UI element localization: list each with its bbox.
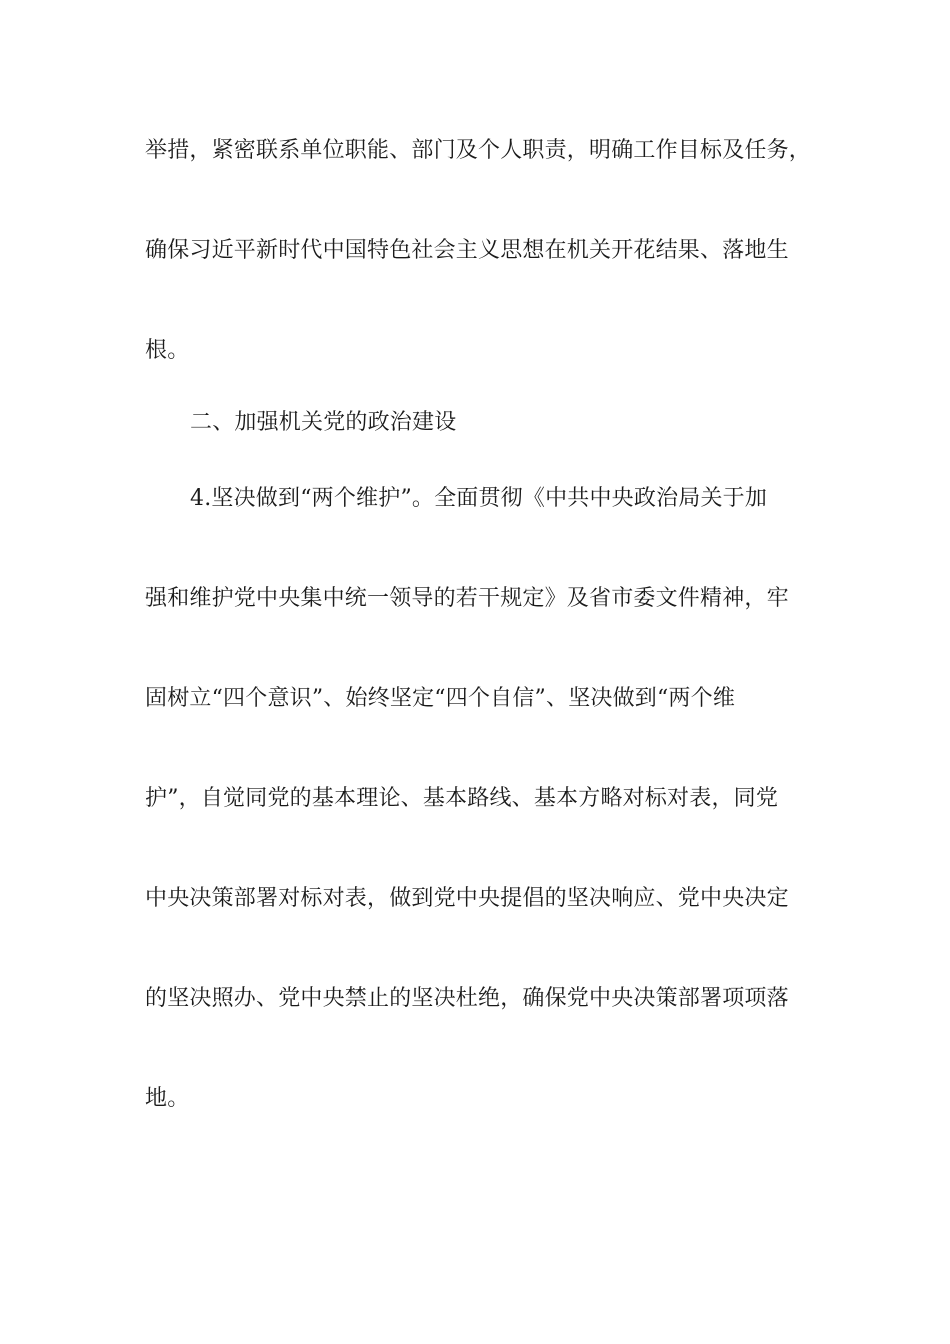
paragraph-line: 固树立“四个意识”、始终坚定“四个自信”、坚决做到“两个维	[145, 686, 736, 711]
paragraph-line: 强和维护党中央集中统一领导的若干规定》及省市委文件精神，牢	[145, 586, 789, 611]
paragraph-line: 地。	[145, 1086, 190, 1111]
paragraph-line: 的坚决照办、党中央禁止的坚决杜绝，确保党中央决策部署项项落	[145, 986, 789, 1011]
paragraph-line: 护”，自觉同党的基本理论、基本路线、基本方略对标对表，同党	[145, 786, 779, 811]
paragraph-line: 确保习近平新时代中国特色社会主义思想在机关开花结果、落地生	[145, 238, 789, 263]
paragraph-line: 4.坚决做到“两个维护”。全面贯彻《中共中央政治局关于加	[190, 486, 768, 511]
paragraph-line: 中央决策部署对标对表，做到党中央提倡的坚决响应、党中央决定	[145, 886, 789, 911]
paragraph-line: 举措，紧密联系单位职能、部门及个人职责，明确工作目标及任务，	[145, 138, 812, 163]
section-heading: 二、加强机关党的政治建设	[190, 410, 457, 435]
paragraph-line: 根。	[145, 338, 190, 363]
